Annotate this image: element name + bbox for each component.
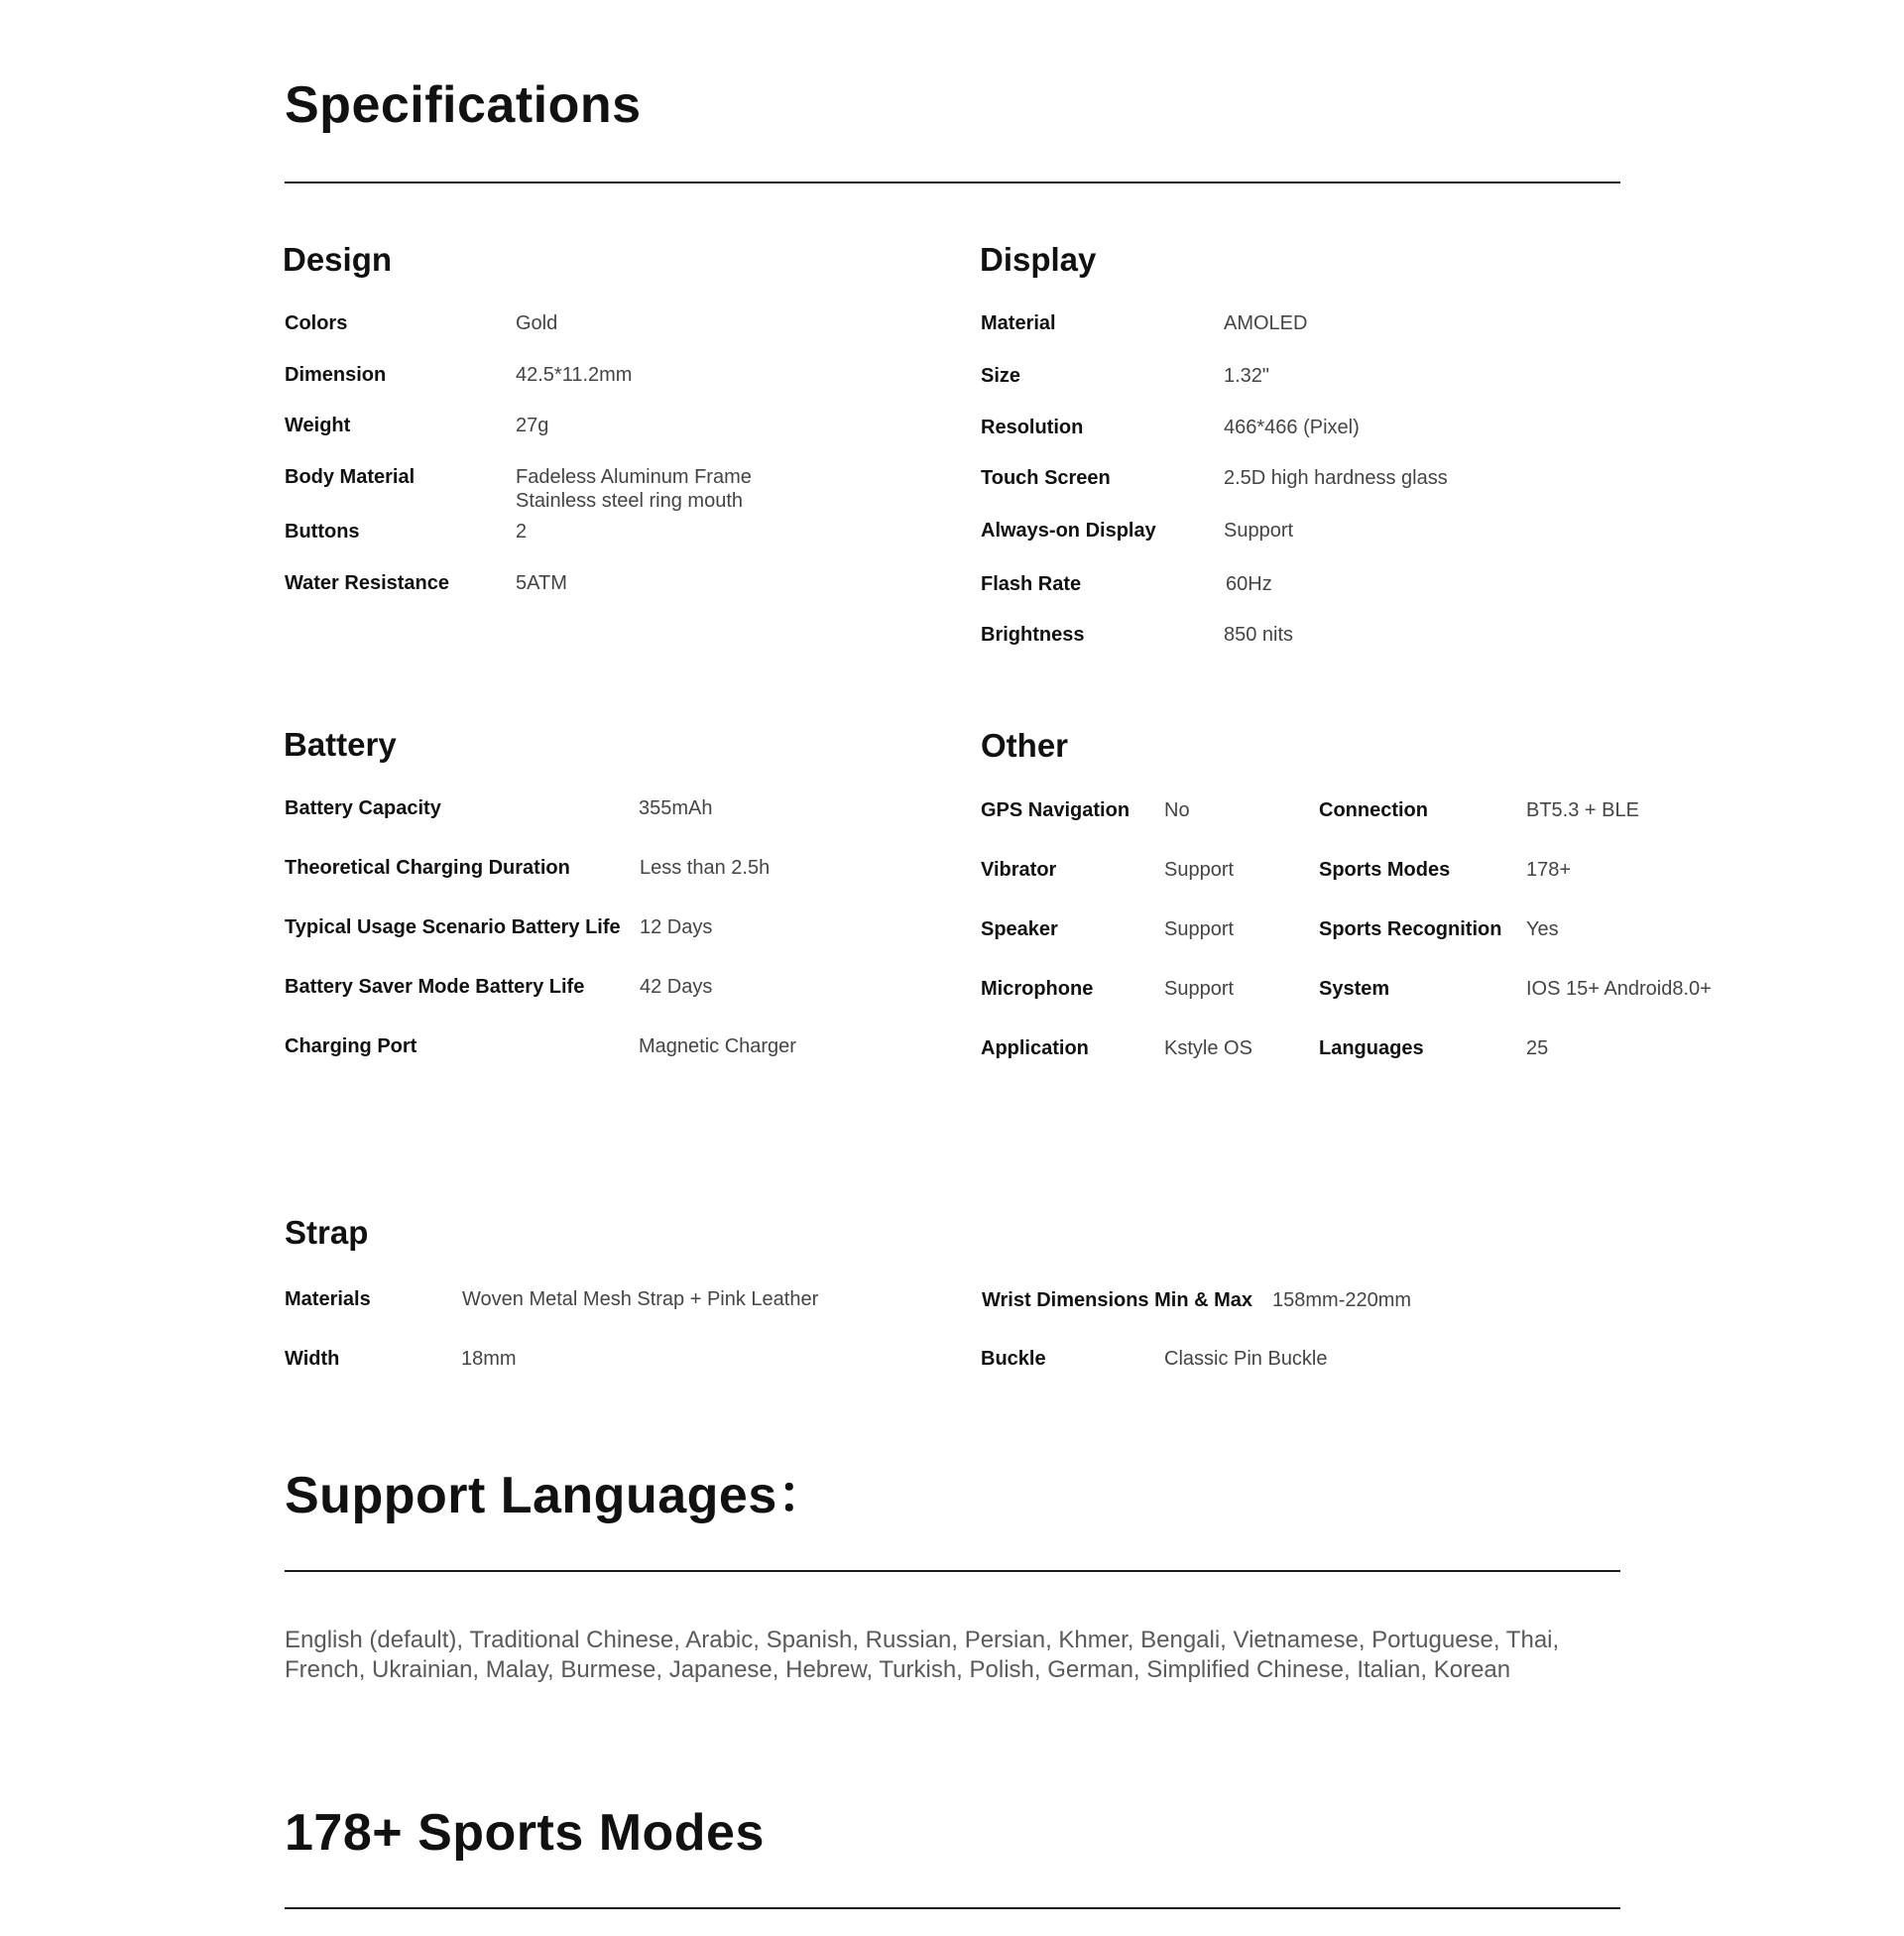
spec-label: Always-on Display [981,520,1156,542]
spec-value: Support [1224,520,1294,542]
spec-label: System [1319,978,1390,1000]
spec-label: Size [981,365,1021,387]
languages-divider [285,1570,1620,1572]
spec-value: 5ATM [516,572,567,594]
spec-label: Material [981,312,1056,334]
spec-value: Fadeless Aluminum Frame [516,466,752,488]
spec-value: 850 nits [1224,624,1294,646]
spec-label: Width [285,1348,340,1370]
page-title: Specifications [285,76,642,134]
spec-value: 2.5D high hardness glass [1224,467,1448,489]
spec-value: 25 [1526,1037,1549,1059]
spec-value: 158mm-220mm [1272,1289,1412,1311]
spec-label: Water Resistance [285,572,449,594]
spec-value: Classic Pin Buckle [1164,1348,1328,1370]
languages-line-1: English (default), Traditional Chinese, Arabic, Spanish, Russian, Persian, Khmer, Bengali, Vietnamese, Portuguese, Thai, [285,1627,1560,1653]
spec-value: Support [1164,978,1235,1000]
other-heading: Other [981,727,1069,764]
spec-value: Kstyle OS [1164,1037,1252,1059]
spec-value: BT5.3 + BLE [1526,799,1639,821]
spec-value: Support [1164,859,1235,881]
spec-label: Speaker [981,918,1058,940]
strap-heading: Strap [285,1214,369,1251]
languages-line-2: French, Ukrainian, Malay, Burmese, Japanese, Hebrew, Turkish, Polish, German, Simplified Chinese, Italian, Korean [285,1656,1511,1683]
spec-label: Charging Port [285,1035,417,1057]
spec-label: Sports Modes [1319,859,1451,881]
battery-heading: Battery [284,726,397,763]
spec-label: Vibrator [981,859,1057,881]
spec-label: GPS Navigation [981,799,1130,821]
spec-value: 18mm [461,1348,517,1370]
spec-value: Less than 2.5h [640,857,771,879]
display-heading: Display [980,241,1097,278]
sports-divider [285,1907,1620,1909]
spec-label: Sports Recognition [1319,918,1502,940]
spec-label: Wrist Dimensions Min & Max [982,1289,1253,1311]
spec-label: Connection [1319,799,1428,821]
spec-label: Resolution [981,417,1084,438]
spec-value: AMOLED [1224,312,1308,334]
spec-value: Gold [516,312,558,334]
spec-value: Yes [1526,918,1559,940]
spec-label: Theoretical Charging Duration [285,857,570,879]
languages-heading: Support Languages： [285,1467,830,1524]
spec-label: Weight [285,415,351,436]
spec-label: Battery Capacity [285,797,441,819]
spec-value: Magnetic Charger [639,1035,796,1057]
spec-label: Materials [285,1288,371,1310]
spec-label: Languages [1319,1037,1424,1059]
spec-value: 60Hz [1226,573,1272,595]
spec-label: Colors [285,312,348,334]
spec-value: 466*466 (Pixel) [1224,417,1360,438]
spec-value: Support [1164,918,1235,940]
spec-label: Brightness [981,624,1085,646]
spec-value: 12 Days [640,916,713,938]
spec-label: Buttons [285,521,360,543]
spec-label: Body Material [285,466,416,488]
spec-value-line2: Stainless steel ring mouth [516,490,744,512]
spec-label: Microphone [981,978,1094,1000]
spec-value: Woven Metal Mesh Strap + Pink Leather [462,1288,819,1310]
spec-label: Dimension [285,364,387,386]
title-divider [285,182,1620,183]
spec-label: Touch Screen [981,467,1111,489]
spec-label: Battery Saver Mode Battery Life [285,976,585,998]
design-heading: Design [283,241,393,278]
spec-label: Flash Rate [981,573,1082,595]
spec-value: 42.5*11.2mm [516,364,633,386]
spec-value: IOS 15+ Android8.0+ [1526,978,1712,1000]
spec-value: No [1164,799,1190,821]
spec-label: Typical Usage Scenario Battery Life [285,916,621,938]
spec-value: 27g [516,415,549,436]
spec-label: Application [981,1037,1089,1059]
spec-label: Buckle [981,1348,1046,1370]
spec-value: 355mAh [639,797,713,819]
sports-heading: 178+ Sports Modes [285,1804,765,1862]
spec-value: 178+ [1526,859,1572,881]
spec-value: 42 Days [640,976,713,998]
spec-value: 1.32" [1224,365,1270,387]
spec-value: 2 [516,521,528,543]
